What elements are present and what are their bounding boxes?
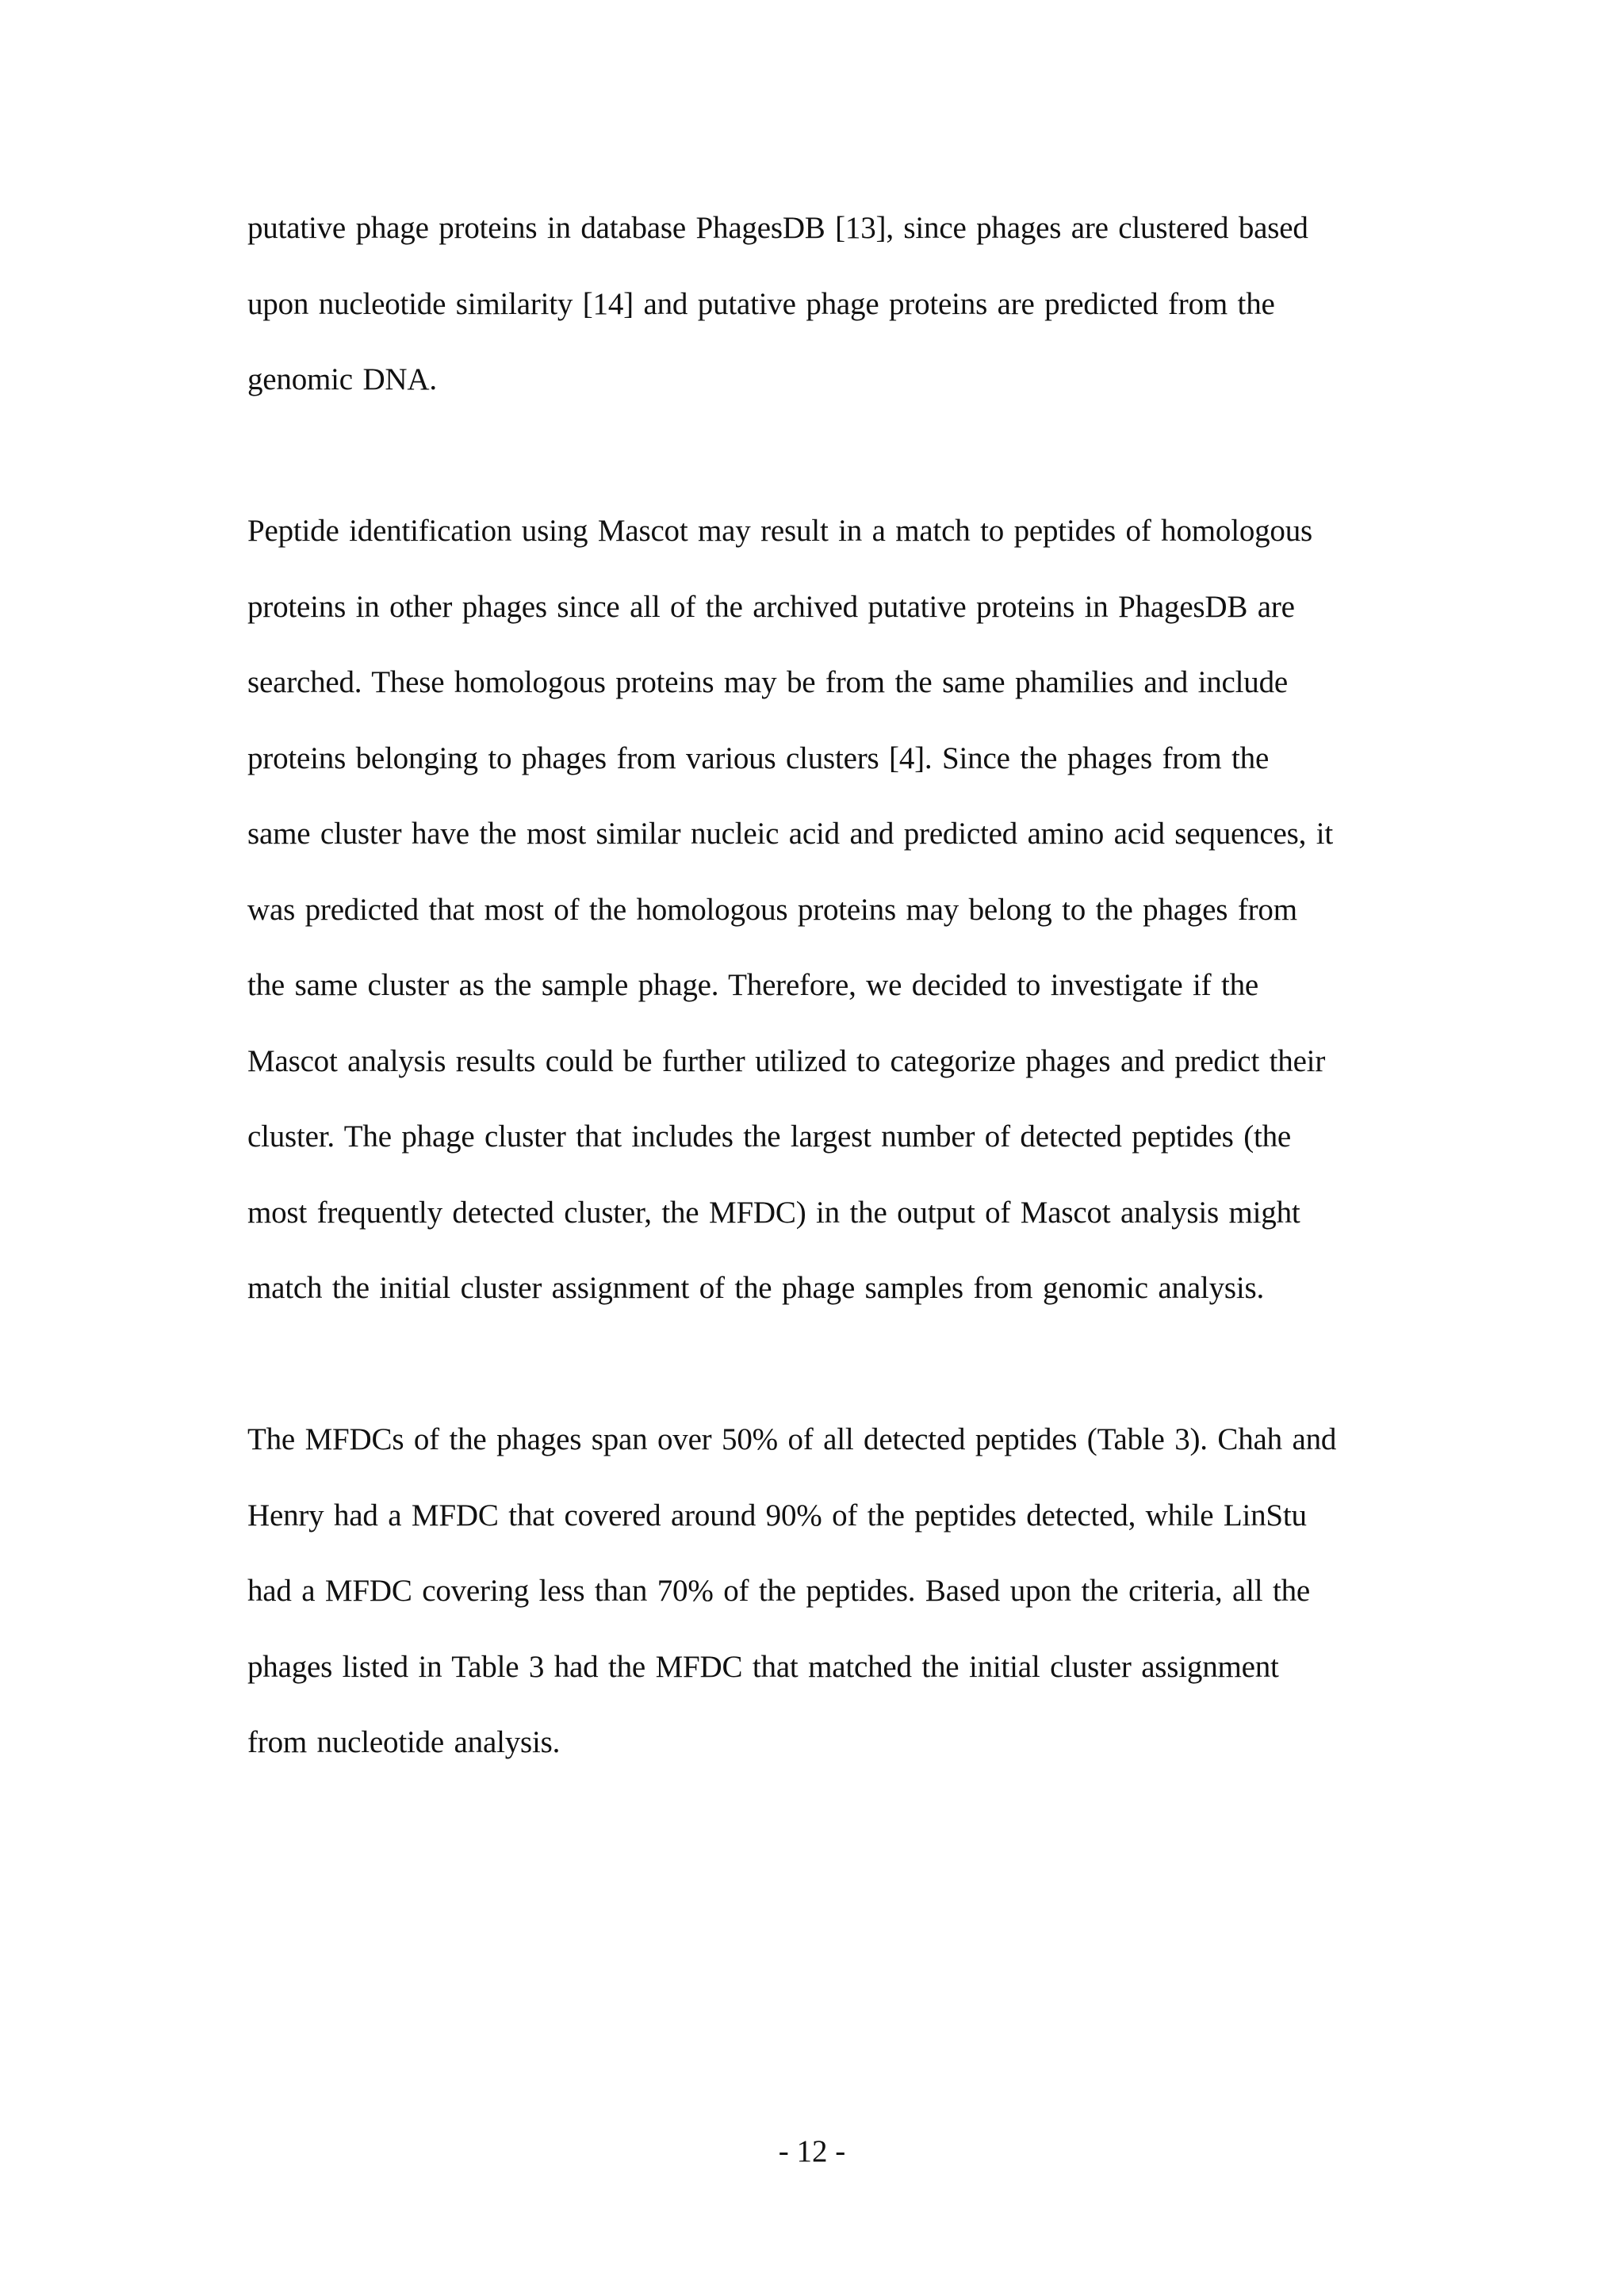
text-line: proteins in other phages since all of the archived putative proteins in PhagesDB are bbox=[247, 589, 1295, 624]
paragraph-3 bbox=[247, 1402, 1389, 1781]
text-line: searched. These homologous proteins may be from the same phamilies and include bbox=[247, 665, 1288, 699]
text-line: Mascot analysis results could be further utilized to categorize phages and predict their bbox=[247, 1043, 1326, 1078]
paragraph-spacer bbox=[247, 1326, 1389, 1402]
text-line: upon nucleotide similarity [14] and putative phage proteins are predicted from the bbox=[247, 286, 1275, 321]
page-number: - 12 - bbox=[778, 2134, 846, 2168]
text-line: Peptide identification using Mascot may result in a match to peptides of homologous bbox=[247, 514, 1313, 548]
paragraph-spacer bbox=[247, 418, 1389, 494]
paragraph-2 bbox=[247, 493, 1389, 1326]
body-text bbox=[247, 190, 1389, 1781]
text-line: putative phage proteins in database PhagesDB [13], since phages are clustered based bbox=[247, 211, 1308, 245]
text-line: same cluster have the most similar nucleic acid and predicted amino acid sequences, it bbox=[247, 817, 1333, 851]
text-line: the same cluster as the sample phage. Therefore, we decided to investigate if the bbox=[247, 968, 1259, 1002]
text-line: genomic DNA. bbox=[247, 362, 437, 396]
text-line: The MFDCs of the phages span over 50% of all detected peptides (Table 3). Chah and bbox=[247, 1422, 1337, 1456]
text-line: from nucleotide analysis. bbox=[247, 1725, 561, 1759]
text-line: match the initial cluster assignment of the phage samples from genomic analysis. bbox=[247, 1271, 1265, 1305]
text-line: phages listed in Table 3 had the MFDC that matched the initial cluster assignment bbox=[247, 1649, 1279, 1684]
text-line: had a MFDC covering less than 70% of the peptides. Based upon the criteria, all the bbox=[247, 1574, 1310, 1608]
paragraph-1 bbox=[247, 190, 1389, 418]
text-line: most frequently detected cluster, the MFDC) in the output of Mascot analysis might bbox=[247, 1195, 1300, 1230]
text-line: cluster. The phage cluster that includes the largest number of detected peptides (the bbox=[247, 1119, 1292, 1154]
text-line: was predicted that most of the homologous proteins may belong to the phages from bbox=[247, 892, 1297, 927]
text-line: Henry had a MFDC that covered around 90% of the peptides detected, while LinStu bbox=[247, 1498, 1307, 1533]
text-line: proteins belonging to phages from various clusters [4]. Since the phages from the bbox=[247, 740, 1270, 775]
